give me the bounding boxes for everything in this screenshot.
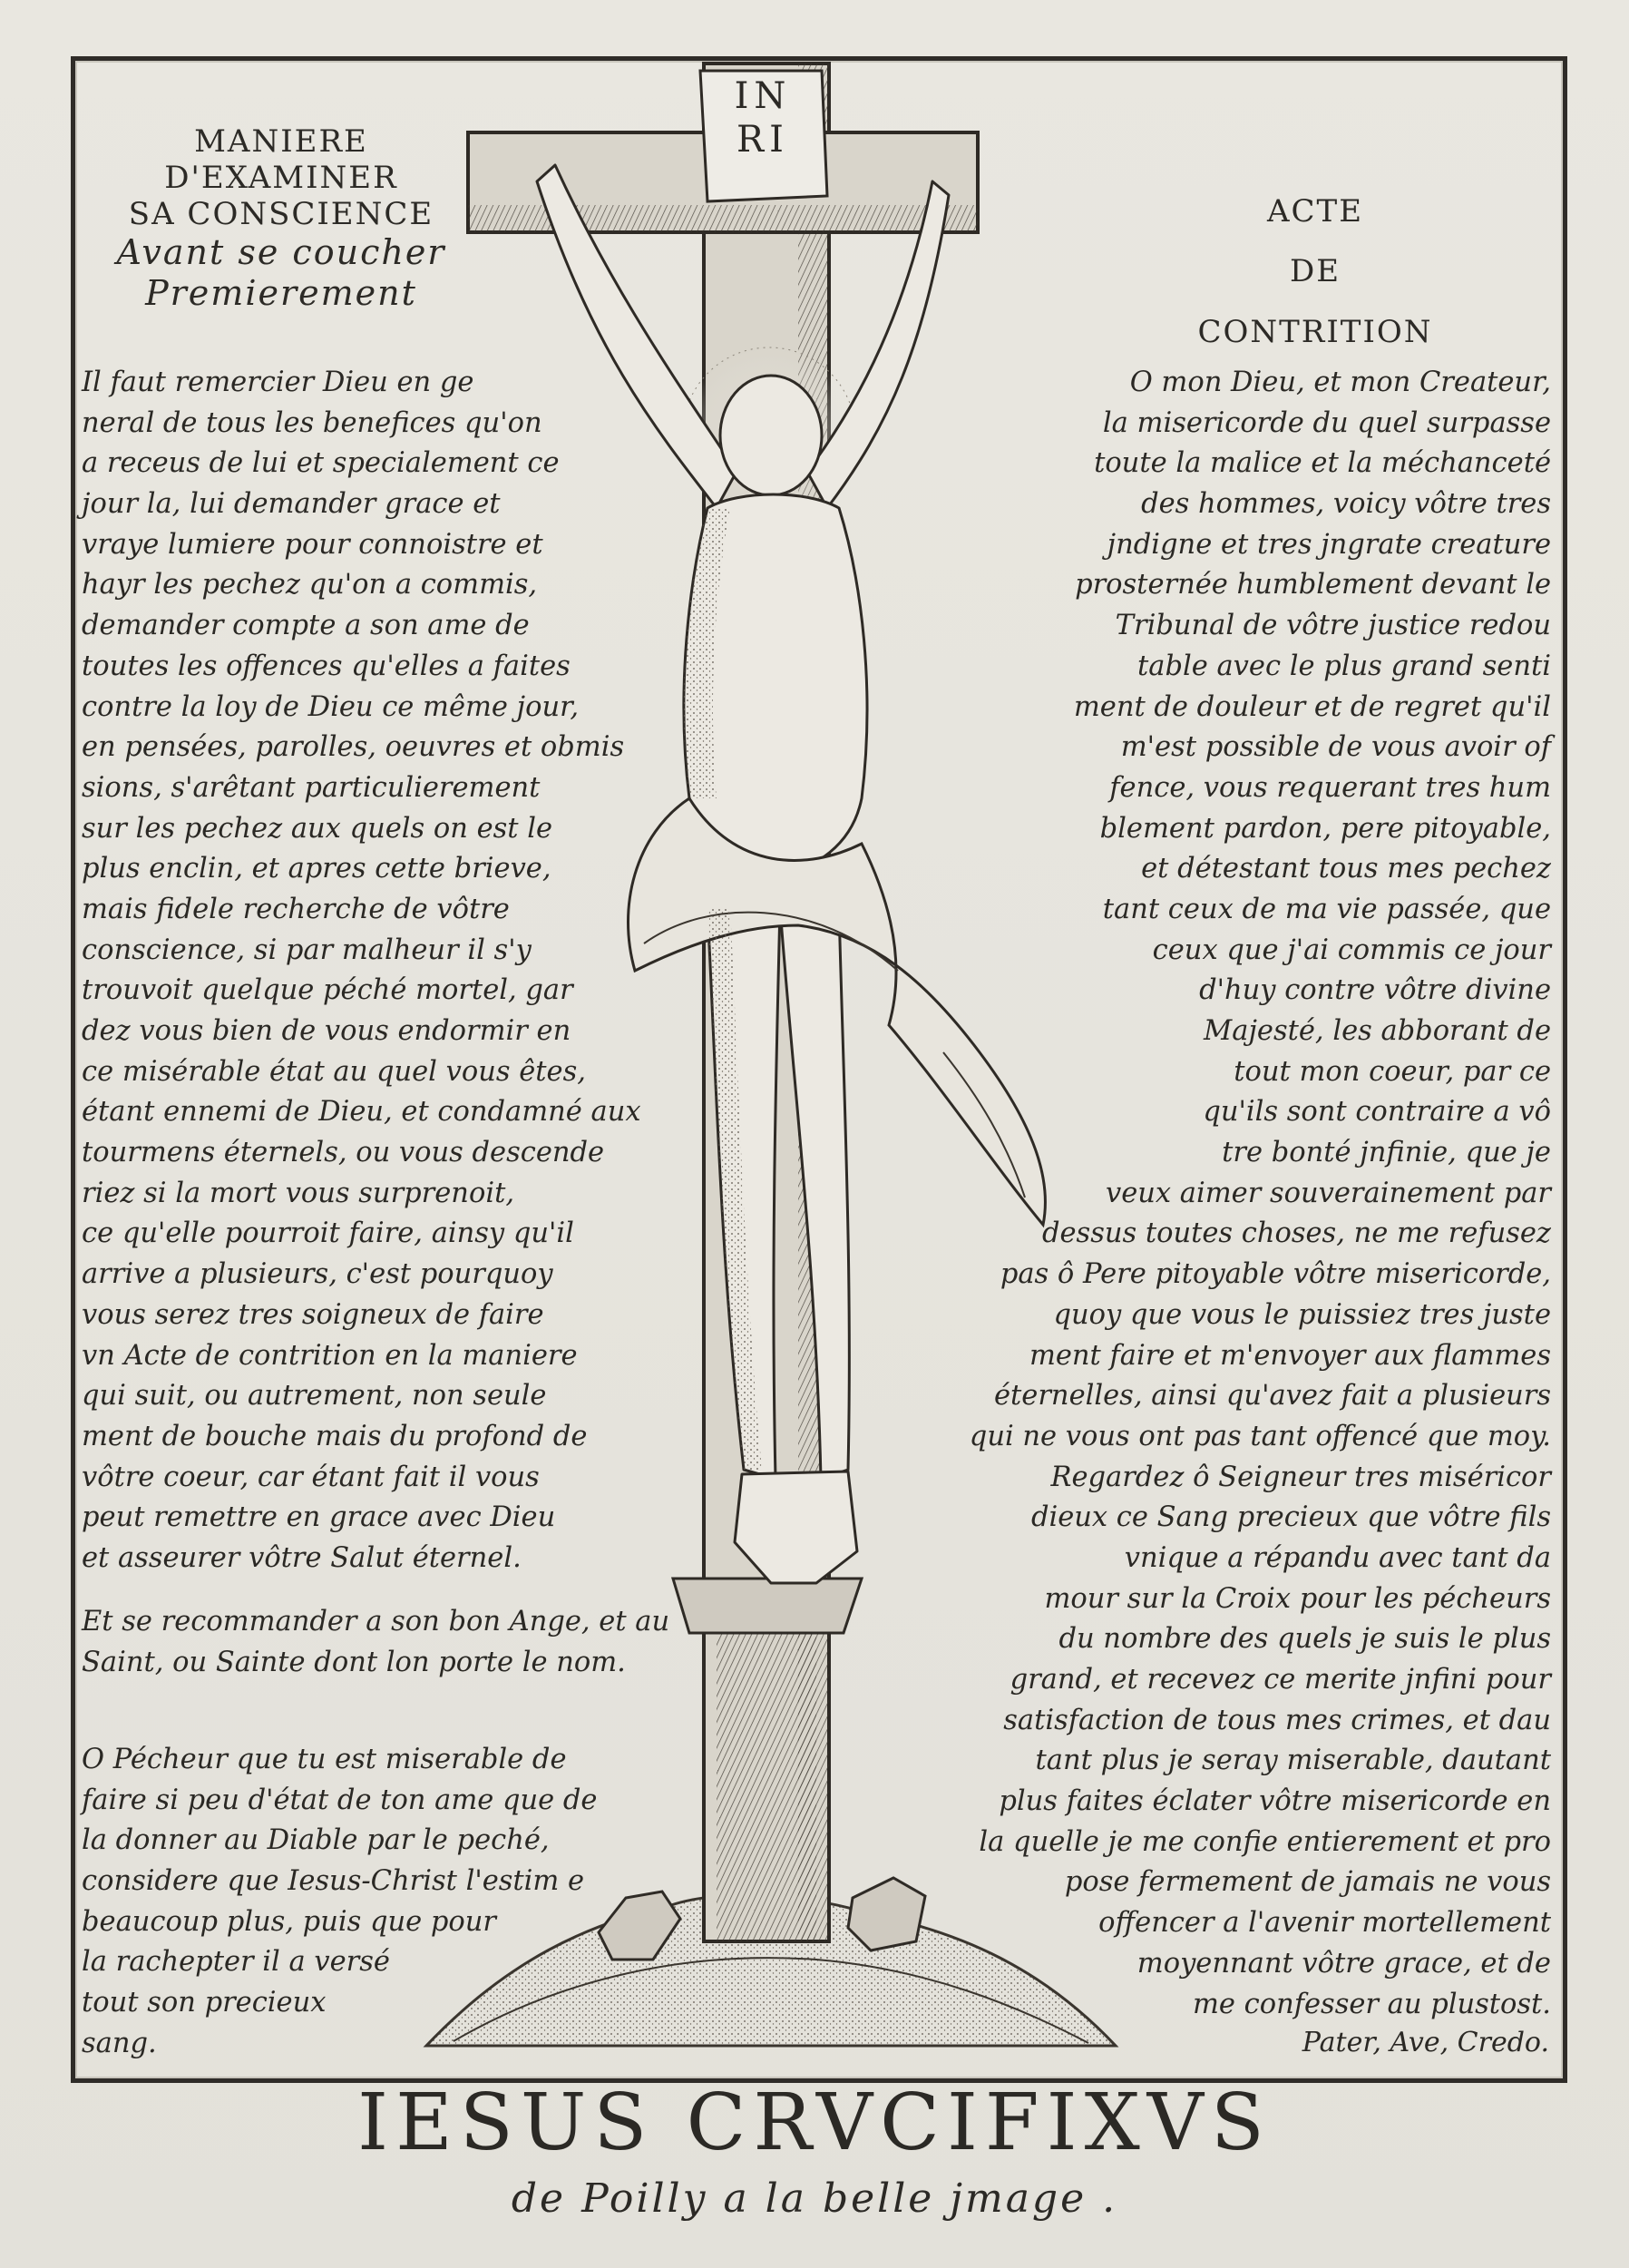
plate-title: IESUS CRVCIFIXVS: [357, 2077, 1272, 2168]
text-line: pose fermement de jamais ne vous: [1064, 1866, 1551, 1899]
text-line: la misericorde du quel surpasse: [1102, 406, 1551, 439]
text-line: qu'ils sont contraire a vô: [1203, 1096, 1551, 1129]
text-line: offencer a l'avenir mortellement: [1098, 1907, 1551, 1940]
text-line: éternelles, ainsi qu'avez fait a plusieurs: [993, 1380, 1551, 1413]
text-line: et asseurer vôtre Salut éternel.: [82, 1541, 522, 1574]
text-line: Majesté, les abborant de: [1204, 1015, 1551, 1047]
right-heading-line-2: DE: [1289, 253, 1341, 290]
text-line: trouvoit quelque péché mortel, gar: [82, 974, 573, 1007]
text-line: peut remettre en grace avec Dieu: [82, 1501, 556, 1534]
recommendation-text: [82, 1602, 669, 1683]
left-heading-line-5: Premierement: [145, 273, 417, 314]
text-line: blement pardon, pere pitoyable,: [1099, 812, 1551, 845]
text-line: vraye lumiere pour connoistre et: [82, 528, 543, 561]
examination-text: [82, 363, 641, 1579]
text-line: la quelle je me confie entierement et pro: [979, 1825, 1551, 1858]
left-heading-line-1: MANIERE: [194, 123, 368, 160]
inri-line-1: IN: [734, 75, 792, 117]
left-heading: [82, 123, 481, 314]
text-line: toutes les offences qu'elles a faites: [82, 650, 571, 682]
inri-line-2: RI: [736, 119, 789, 161]
text-line: la donner au Diable par le peché,: [82, 1824, 550, 1857]
text-line: ment faire et m'envoyer aux flammes: [1029, 1339, 1551, 1372]
text-line: vôtre coeur, car étant fait il vous: [82, 1461, 540, 1493]
text-line: conscience, si par malheur il s'y: [82, 934, 532, 966]
text-line: ce qu'elle pourroit faire, ainsy qu'il: [82, 1217, 574, 1250]
text-line: dieux ce Sang precieux que vôtre fils: [1030, 1501, 1551, 1534]
text-line: tant plus je seray miserable, dautant: [1035, 1745, 1551, 1777]
text-line: des hommes, voicy vôtre tres: [1141, 488, 1551, 521]
text-line: fence, vous requerant tres hum: [1109, 771, 1551, 804]
text-line: qui ne vous ont pas tant offencé que moy.: [969, 1420, 1551, 1452]
text-line: prosternée humblement devant le: [1075, 569, 1551, 601]
text-line: Il faut remercier Dieu en ge: [82, 367, 474, 398]
text-line: en pensées, parolles, oeuvres et obmis: [82, 731, 625, 764]
right-heading-line-3: CONTRITION: [1197, 313, 1433, 350]
text-line: Regardez ô Seigneur tres miséricor: [1050, 1461, 1551, 1493]
text-line: ce misérable état au quel vous êtes,: [82, 1055, 586, 1088]
text-line: considere que Iesus-Christ l'estim e: [82, 1865, 585, 1898]
text-line: mour sur la Croix pour les pécheurs: [1044, 1582, 1551, 1615]
text-line: toute la malice et la méchanceté: [1094, 447, 1551, 480]
text-line: m'est possible de vous avoir of: [1120, 731, 1551, 764]
text-line: me confesser au plustost.: [1192, 1988, 1551, 2020]
text-line: demander compte a son ame de: [82, 610, 530, 642]
left-heading-line-3: SA CONSCIENCE: [128, 196, 434, 233]
text-line: plus enclin, et apres cette brieve,: [82, 853, 551, 885]
left-heading-line-2: D'EXAMINER: [164, 160, 398, 197]
contrition-text: [970, 363, 1551, 2025]
text-line: satisfaction de tous mes crimes, et dau: [1003, 1704, 1551, 1736]
text-line: tre bonté jnfinie, que je: [1222, 1137, 1551, 1169]
text-line: veux aimer souverainement par: [1105, 1177, 1551, 1209]
text-line: Saint, ou Sainte dont lon porte le nom.: [82, 1646, 626, 1678]
text-line: table avec le plus grand senti: [1137, 650, 1551, 682]
text-line: tourmens éternels, ou vous descende: [82, 1137, 605, 1169]
text-line: grand, et recevez ce merite jnfini pour: [1010, 1664, 1551, 1696]
right-heading: [1125, 181, 1506, 362]
text-line: tout son precieux: [82, 1987, 327, 2019]
text-line: tant ceux de ma vie passée, que: [1102, 893, 1551, 925]
text-line: et détestant tous mes pechez: [1141, 853, 1551, 885]
text-line: ment de douleur et de regret qu'il: [1073, 690, 1551, 723]
text-line: sur les pechez aux quels on est le: [82, 812, 553, 845]
text-line: moyennant vôtre grace, et de: [1136, 1947, 1551, 1980]
text-line: jour la, lui demander grace et: [82, 488, 501, 521]
foot-support: [673, 1579, 862, 1633]
text-line: O mon Dieu, et mon Createur,: [1129, 367, 1551, 398]
text-line: dessus toutes choses, ne me refusez: [1041, 1217, 1551, 1250]
text-line: qui suit, ou autrement, non seule: [82, 1380, 547, 1413]
text-line: sions, s'arêtant particulierement: [82, 771, 541, 804]
text-line: beaucoup plus, puis que pour: [82, 1905, 496, 1938]
text-line: neral de tous les benefices qu'on: [82, 406, 542, 439]
sinner-exhortation-text: [82, 1740, 597, 2065]
text-line: du nombre des quels je suis le plus: [1058, 1623, 1551, 1656]
publisher-line: de Poilly a la belle jmage .: [511, 2175, 1118, 2222]
text-line: étant ennemi de Dieu, et condamné aux: [82, 1096, 641, 1129]
text-line: tout mon coeur, par ce: [1234, 1055, 1551, 1088]
text-line: d'huy contre vôtre divine: [1199, 974, 1551, 1007]
text-line: Et se recommander a son bon Ange, et au: [82, 1606, 670, 1637]
left-heading-line-4: Avant se coucher: [116, 232, 446, 273]
text-line: vnique a répandu avec tant da: [1124, 1541, 1551, 1574]
text-line: quoy que vous le puissiez tres juste: [1053, 1298, 1551, 1331]
rock-right: [848, 1878, 925, 1950]
text-line: ment de bouche mais du profond de: [82, 1420, 588, 1452]
text-line: la rachepter il a versé: [82, 1946, 390, 1979]
text-line: O Pécheur que tu est miserable de: [82, 1744, 567, 1775]
text-line: vn Acte de contrition en la maniere: [82, 1339, 578, 1372]
text-line: jndigne et tres jngrate creature: [1107, 528, 1551, 561]
text-line: plus faites éclater vôtre misericorde en: [999, 1785, 1551, 1818]
text-line: dez vous bien de vous endormir en: [82, 1015, 571, 1047]
text-line: a receus de lui et specialement ce: [82, 447, 560, 480]
right-heading-line-1: ACTE: [1266, 193, 1364, 230]
text-line: contre la loy de Dieu ce même jour,: [82, 690, 580, 723]
text-line: hayr les pechez qu'on a commis,: [82, 569, 538, 601]
text-line: pas ô Pere pitoyable vôtre misericorde,: [1000, 1258, 1551, 1291]
text-line: sang.: [82, 2027, 157, 2059]
text-line: arrive a plusieurs, c'est pourquoy: [82, 1258, 553, 1291]
text-line: ceux que j'ai commis ce jour: [1152, 934, 1551, 966]
text-line: riez si la mort vous surprenoit,: [82, 1177, 515, 1209]
text-line: vous serez tres soigneux de faire: [82, 1298, 544, 1331]
signoff-prayers: Pater, Ave, Credo.: [1302, 2027, 1549, 2058]
text-line: mais fidele recherche de vôtre: [82, 893, 510, 925]
inri-inscription: [709, 74, 816, 161]
text-line: faire si peu d'état de ton ame que de: [82, 1784, 598, 1816]
text-line: Tribunal de vôtre justice redou: [1115, 610, 1551, 642]
